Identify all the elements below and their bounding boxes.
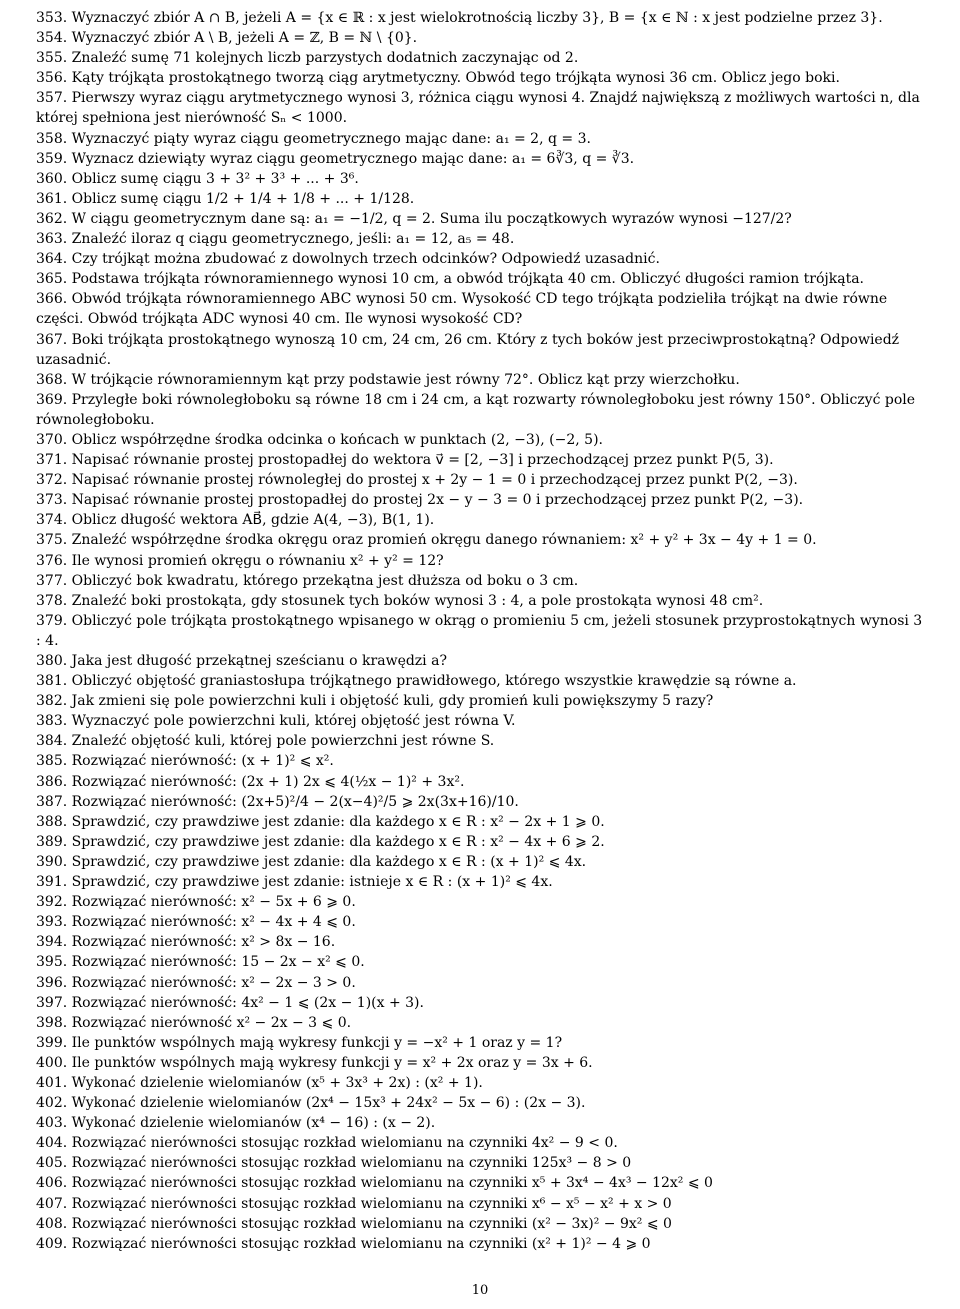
problem-number: 388. (36, 813, 68, 830)
problem-text: Podstawa trójkąta równoramiennego wynosi 10 cm, a obwód trójkąta 40 cm. Obliczyć długości ramion trójkąta. (71, 271, 864, 288)
problem-number: 371. (36, 452, 68, 469)
problem-number: 398. (36, 1014, 68, 1031)
problem-number: 378. (36, 592, 68, 609)
problem-item (36, 530, 924, 550)
problem-item (36, 169, 924, 189)
problem-number: 403. (36, 1115, 68, 1132)
problem-number: 400. (36, 1054, 68, 1071)
problem-number: 364. (36, 251, 68, 268)
problem-number: 372. (36, 472, 68, 489)
problem-text: Czy trójkąt można zbudować z dowolnych trzech odcinków? Odpowiedź uzasadnić. (71, 251, 660, 268)
problem-item (36, 8, 924, 28)
problem-number: 389. (36, 833, 68, 850)
problem-text: Napisać równanie prostej prostopadłej do prostej 2x − y − 3 = 0 i przechodzącej przez punkt P(2, −3). (71, 492, 804, 509)
problem-item (36, 711, 924, 731)
problem-number: 353. (36, 10, 68, 26)
problem-item (36, 48, 924, 68)
problem-text: Obliczyć pole trójkąta prostokątnego wpisanego w okrąg o promieniu 5 cm, jeżeli stosunek przyprostokątnych wynosi 3 : 4. (36, 612, 923, 649)
problem-item (36, 1234, 924, 1254)
problem-text: Rozwiązać nierówności stosując rozkład wielomianu na czynniki 4x² − 9 < 0. (71, 1135, 618, 1152)
problem-text: W ciągu geometrycznym dane są: a₁ = −1/2, q = 2. Suma ilu początkowych wyrazów wynosi −127/2? (71, 210, 792, 227)
problem-number: 362. (36, 210, 68, 227)
problem-item (36, 209, 924, 229)
problem-number: 373. (36, 492, 68, 509)
problem-text: Znaleźć boki prostokąta, gdy stosunek tych boków wynosi 3 : 4, a pole prostokąta wynosi 48 cm². (71, 592, 764, 609)
problem-text: Rozwiązać nierówność: 15 − 2x − x² ⩽ 0. (71, 954, 365, 971)
problem-item (36, 571, 924, 591)
problem-text: Rozwiązać nierówności stosując rozkład wielomianu na czynniki x⁵ + 3x⁴ − 4x³ − 12x² ⩽ 0 (71, 1175, 713, 1192)
problem-number: 387. (36, 793, 68, 810)
problem-item (36, 731, 924, 751)
problem-text: Rozwiązać nierówność: 4x² − 1 ⩽ (2x − 1)(x + 3). (71, 994, 424, 1011)
problem-text: Rozwiązać nierówności stosując rozkład wielomianu na czynniki (x² − 3x)² − 9x² ⩽ 0 (71, 1215, 672, 1232)
problem-text: Rozwiązać nierówność: (2x + 1) 2x ⩽ 4(½x − 1)² + 3x². (71, 773, 465, 790)
problem-number: 393. (36, 914, 68, 931)
problem-number: 394. (36, 934, 68, 951)
problem-text: Kąty trójkąta prostokątnego tworzą ciąg arytmetyczny. Obwód tego trójkąta wynosi 36 cm. Oblicz jego boki. (71, 70, 840, 87)
problem-item (36, 1033, 924, 1053)
problem-item (36, 1073, 924, 1093)
problem-item (36, 470, 924, 490)
problem-number: 375. (36, 532, 68, 549)
problem-item (36, 772, 924, 792)
problem-text: Znaleźć współrzędne środka okręgu oraz promień okręgu danego równaniem: x² + y² + 3x − 4y + 1 = 0. (71, 532, 817, 549)
problem-item (36, 28, 924, 48)
problem-number: 377. (36, 572, 68, 589)
problem-number: 406. (36, 1175, 68, 1192)
problem-item (36, 973, 924, 993)
problem-text: Znaleźć sumę 71 kolejnych liczb parzystych dodatnich zaczynając od 2. (71, 50, 579, 67)
problem-number: 359. (36, 150, 68, 167)
problem-item (36, 591, 924, 611)
page-number: 10 (471, 1283, 489, 1298)
problem-text: Rozwiązać nierówności stosując rozkład wielomianu na czynniki 125x³ − 8 > 0 (71, 1155, 632, 1172)
problem-item (36, 289, 924, 329)
problem-text: Rozwiązać nierówność: x² − 5x + 6 ⩾ 0. (71, 894, 356, 911)
problem-text: Rozwiązać nierówność: (2x+5)²/4 − 2(x−4)²/5 ⩾ 2x(3x+16)/10. (71, 793, 519, 810)
problem-text: Wyznacz dziewiąty wyraz ciągu geometrycznego mając dane: a₁ = 6∛3, q = ∛3. (71, 150, 635, 167)
problem-number: 376. (36, 552, 68, 569)
problem-text: Oblicz sumę ciągu 3 + 3² + 3³ + ... + 3⁶. (71, 170, 359, 187)
problem-item (36, 330, 924, 370)
problem-number: 360. (36, 170, 68, 187)
problem-text: Rozwiązać nierówność: x² − 4x + 4 ⩽ 0. (71, 914, 356, 931)
problem-item (36, 952, 924, 972)
problem-number: 354. (36, 30, 68, 47)
problem-text: Znaleźć objętość kuli, której pole powierzchni jest równe S. (71, 733, 495, 750)
problem-number: 399. (36, 1034, 68, 1051)
problem-item (36, 832, 924, 852)
problem-number: 374. (36, 512, 68, 529)
problem-item (36, 751, 924, 771)
problem-text: Obliczyć objętość graniastosłupa trójkątnego prawidłowego, którego wszystkie krawędzie są równe a. (71, 673, 797, 690)
problem-item (36, 932, 924, 952)
problem-number: 357. (36, 90, 68, 107)
problem-text: Wykonać dzielenie wielomianów (x⁵ + 3x³ + 2x) : (x² + 1). (71, 1074, 483, 1091)
problem-text: Rozwiązać nierówność x² − 2x − 3 ⩽ 0. (71, 1014, 352, 1031)
problem-text: Jak zmieni się pole powierzchni kuli i objętość kuli, gdy promień kuli powiększymy 5 razy? (71, 693, 714, 710)
problem-item (36, 189, 924, 209)
problem-text: Oblicz współrzędne środka odcinka o końcach w punktach (2, −3), (−2, 5). (71, 431, 603, 448)
problem-number: 405. (36, 1155, 68, 1172)
problem-text: Wyznaczyć zbiór A \ B, jeżeli A = ℤ, B = ℕ \ {0}. (71, 30, 418, 47)
problem-number: 370. (36, 431, 68, 448)
problem-number: 409. (36, 1235, 68, 1252)
problem-item (36, 812, 924, 832)
problem-text: Rozwiązać nierówność: x² − 2x − 3 > 0. (71, 974, 356, 991)
problem-item (36, 792, 924, 812)
problem-item (36, 229, 924, 249)
problem-number: 363. (36, 231, 68, 248)
problem-item (36, 1153, 924, 1173)
problem-number: 390. (36, 853, 68, 870)
problem-item (36, 490, 924, 510)
problem-text: Oblicz sumę ciągu 1/2 + 1/4 + 1/8 + ... + 1/128. (71, 190, 415, 207)
problem-item (36, 1013, 924, 1033)
problem-text: Obliczyć bok kwadratu, którego przekątna jest dłuższa od boku o 3 cm. (71, 572, 579, 589)
problem-number: 385. (36, 753, 68, 770)
problem-text: Ile punktów wspólnych mają wykresy funkcji y = x² + 2x oraz y = 3x + 6. (71, 1054, 593, 1071)
problem-number: 358. (36, 130, 68, 147)
problem-item (36, 390, 924, 430)
problem-text: Wykonać dzielenie wielomianów (x⁴ − 16) : (x − 2). (71, 1115, 436, 1132)
problem-item (36, 249, 924, 269)
problem-number: 402. (36, 1095, 68, 1112)
problem-item (36, 1173, 924, 1193)
problem-number: 386. (36, 773, 68, 790)
problem-number: 356. (36, 70, 68, 87)
problem-item (36, 430, 924, 450)
problem-number: 383. (36, 713, 68, 730)
problem-text: Ile punktów wspólnych mają wykresy funkcji y = −x² + 1 oraz y = 1? (71, 1034, 563, 1051)
problem-item (36, 1214, 924, 1234)
problem-item (36, 1113, 924, 1133)
problem-number: 382. (36, 693, 68, 710)
problem-number: 367. (36, 331, 68, 348)
problem-number: 355. (36, 50, 68, 67)
problem-text: Rozwiązać nierówność: (x + 1)² ⩽ x². (71, 753, 334, 770)
problem-text: Sprawdzić, czy prawdziwe jest zdanie: dla każdego x ∈ R : x² − 4x + 6 ⩾ 2. (71, 833, 605, 850)
problem-item (36, 551, 924, 571)
problem-text: Sprawdzić, czy prawdziwe jest zdanie: istnieje x ∈ R : (x + 1)² ⩽ 4x. (71, 874, 553, 891)
problem-item (36, 88, 924, 128)
problem-number: 395. (36, 954, 68, 971)
problem-item (36, 611, 924, 651)
problem-item (36, 892, 924, 912)
problem-item (36, 1093, 924, 1113)
problem-number: 407. (36, 1195, 68, 1212)
problem-item (36, 852, 924, 872)
problem-text: Wyznaczyć zbiór A ∩ B, jeżeli A = {x ∈ ℝ : x jest wielokrotnością liczby 3}, B = {x ∈ ℕ : x jest podzielne przez 3}. (71, 10, 883, 26)
problem-item (36, 912, 924, 932)
problem-item (36, 872, 924, 892)
problem-item (36, 1053, 924, 1073)
problem-number: 368. (36, 371, 68, 388)
problem-number: 397. (36, 994, 68, 1011)
problem-item (36, 1133, 924, 1153)
problem-text: Ile wynosi promień okręgu o równaniu x² + y² = 12? (71, 552, 444, 569)
problem-text: Rozwiązać nierówność: x² > 8x − 16. (71, 934, 336, 951)
problem-text: Napisać równanie prostej prostopadłej do wektora v⃗ = [2, −3] i przechodzącej przez punkt P(5, 3). (71, 452, 774, 469)
problem-number: 396. (36, 974, 68, 991)
problem-number: 384. (36, 733, 68, 750)
problem-text: Rozwiązać nierówności stosując rozkład wielomianu na czynniki x⁶ − x⁵ − x² + x > 0 (71, 1195, 672, 1212)
problem-number: 381. (36, 673, 68, 690)
problem-number: 366. (36, 291, 68, 308)
problem-item (36, 450, 924, 470)
problem-number: 380. (36, 653, 68, 669)
problem-item (36, 993, 924, 1013)
problem-item (36, 671, 924, 691)
problem-item (36, 691, 924, 711)
problem-text: Napisać równanie prostej równoległej do prostej x + 2y − 1 = 0 i przechodzącej przez punkt P(2, −3). (71, 472, 798, 489)
problem-number: 361. (36, 190, 68, 207)
problem-number: 391. (36, 874, 68, 891)
problem-text: Obwód trójkąta równoramiennego ABC wynosi 50 cm. Wysokość CD tego trójkąta podzieliła trójkąt na dwie równe części. Obwód trójkąta ADC wynosi 40 cm. Ile wynosi wysokość CD? (36, 291, 888, 328)
problem-text: Pierwszy wyraz ciągu arytmetycznego wynosi 3, różnica ciągu wynosi 4. Znajdź największą z możliwych wartości n, dla której spełniona jest nierówność Sₙ < 1000. (36, 90, 920, 127)
problem-item (36, 510, 924, 530)
problem-text: Wyznaczyć piąty wyraz ciągu geometrycznego mając dane: a₁ = 2, q = 3. (71, 130, 591, 147)
problem-text: Rozwiązać nierówności stosując rozkład wielomianu na czynniki (x² + 1)² − 4 ⩾ 0 (71, 1235, 651, 1252)
problem-item (36, 68, 924, 88)
problem-text: Znaleźć iloraz q ciągu geometrycznego, jeśli: a₁ = 12, a₅ = 48. (71, 231, 515, 248)
problem-item (36, 1194, 924, 1214)
problem-number: 392. (36, 894, 68, 911)
problem-number: 408. (36, 1215, 68, 1232)
problem-text: Wyznaczyć pole powierzchni kuli, której objętość jest równa V. (71, 713, 516, 730)
problem-item (36, 370, 924, 390)
problem-number: 365. (36, 271, 68, 288)
problem-text: W trójkącie równoramiennym kąt przy podstawie jest równy 72°. Oblicz kąt przy wierzchołku. (71, 371, 740, 388)
problem-number: 379. (36, 612, 68, 629)
problem-item (36, 149, 924, 169)
problem-item (36, 129, 924, 149)
problem-text: Oblicz długość wektora AB⃗, gdzie A(4, −3), B(1, 1). (71, 512, 435, 529)
problem-text: Wykonać dzielenie wielomianów (2x⁴ − 15x³ + 24x² − 5x − 6) : (2x − 3). (71, 1095, 586, 1112)
problem-item (36, 651, 924, 671)
problem-text: Sprawdzić, czy prawdziwe jest zdanie: dla każdego x ∈ R : x² − 2x + 1 ⩾ 0. (71, 813, 605, 830)
problem-text: Boki trójkąta prostokątnego wynoszą 10 cm, 24 cm, 26 cm. Który z tych boków jest przeciwprostokątną? Odpowiedź uzasadnić. (36, 331, 900, 368)
problem-list (36, 8, 924, 1254)
problem-text: Sprawdzić, czy prawdziwe jest zdanie: dla każdego x ∈ R : (x + 1)² ⩽ 4x. (71, 853, 587, 870)
problem-text: Jaka jest długość przekątnej sześcianu o krawędzi a? (71, 653, 447, 669)
problem-item (36, 269, 924, 289)
problem-number: 401. (36, 1074, 68, 1091)
problem-number: 404. (36, 1135, 68, 1152)
problem-number: 369. (36, 391, 68, 408)
problem-text: Przyległe boki równoległoboku są równe 18 cm i 24 cm, a kąt rozwarty równoległoboku jest równy 150°. Obliczyć pole równoległoboku. (36, 391, 916, 428)
